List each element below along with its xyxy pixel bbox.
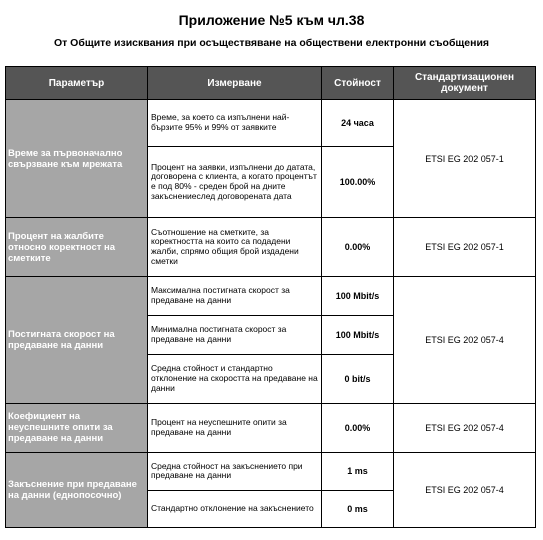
table-row — [6, 277, 536, 316]
measurement-cell: Процент на неуспешните опити за предаване на данни — [148, 403, 322, 452]
standard-cell: ETSI EG 202 057-1 — [394, 218, 536, 277]
parameter-cell: Постигната скорост на предаване на данни — [6, 277, 148, 403]
value-cell: 100 Mbit/s — [322, 277, 394, 316]
table-header-row — [6, 67, 536, 100]
parameter-cell: Процент на жалбите относно коректност на сметките — [6, 218, 148, 277]
measurement-cell: Максимална постигната скорост за предаване на данни — [148, 277, 322, 316]
table-row — [6, 218, 536, 277]
value-cell: 0 bit/s — [322, 354, 394, 403]
standard-cell: ETSI EG 202 057-4 — [394, 277, 536, 403]
header-parameter: Параметър — [6, 67, 148, 100]
value-cell: 100.00% — [322, 146, 394, 217]
quality-parameters-table — [5, 66, 536, 528]
value-cell: 0.00% — [322, 403, 394, 452]
measurement-cell: Средна стойност и стандартно отклонение на скоростта на предаване на данни — [148, 354, 322, 403]
table-row — [6, 100, 536, 147]
table-row — [6, 403, 536, 452]
standard-cell: ETSI EG 202 057-4 — [394, 452, 536, 527]
header-value: Стойност — [322, 67, 394, 100]
value-cell: 1 ms — [322, 452, 394, 491]
measurement-cell: Стандартно отклонение на закъснението — [148, 491, 322, 528]
standard-cell: ETSI EG 202 057-4 — [394, 403, 536, 452]
measurement-cell: Минимална постигната скорост за предаване на данни — [148, 316, 322, 355]
measurement-cell: Процент на заявки, изпълнени до датата, договорена с клиента, а когато процентът е под 80% - среден брой на дните закъснениеслед договорената дата — [148, 146, 322, 217]
page-subtitle: От Общите изисквания при осъществяване на обществени електронни съобщения — [53, 37, 490, 49]
page-title: Приложение №5 към чл.38 — [178, 12, 365, 28]
measurement-cell: Съотношение на сметките, за коректността на които са подадени жалби, спрямо общия брой издадени сметки — [148, 218, 322, 277]
value-cell: 24 часа — [322, 100, 394, 147]
value-cell: 0.00% — [322, 218, 394, 277]
header-measurement: Измерване — [148, 67, 322, 100]
table-row — [6, 452, 536, 491]
measurement-cell: Време, за което са изпълнени най-бързите 95% и 99% от заявките — [148, 100, 322, 147]
parameter-cell: Закъснение при предаване на данни (еднопосочно) — [6, 452, 148, 527]
standard-cell: ETSI EG 202 057-1 — [394, 100, 536, 218]
parameter-cell: Коефициент на неуспешните опити за предаване на данни — [6, 403, 148, 452]
value-cell: 0 ms — [322, 491, 394, 528]
value-cell: 100 Mbit/s — [322, 316, 394, 355]
parameter-cell: Време за първоначално свързване към мрежата — [6, 100, 148, 218]
measurement-cell: Средна стойност на закъснението при предаване на данни — [148, 452, 322, 491]
header-standard: Стандартизационен документ — [394, 67, 536, 100]
